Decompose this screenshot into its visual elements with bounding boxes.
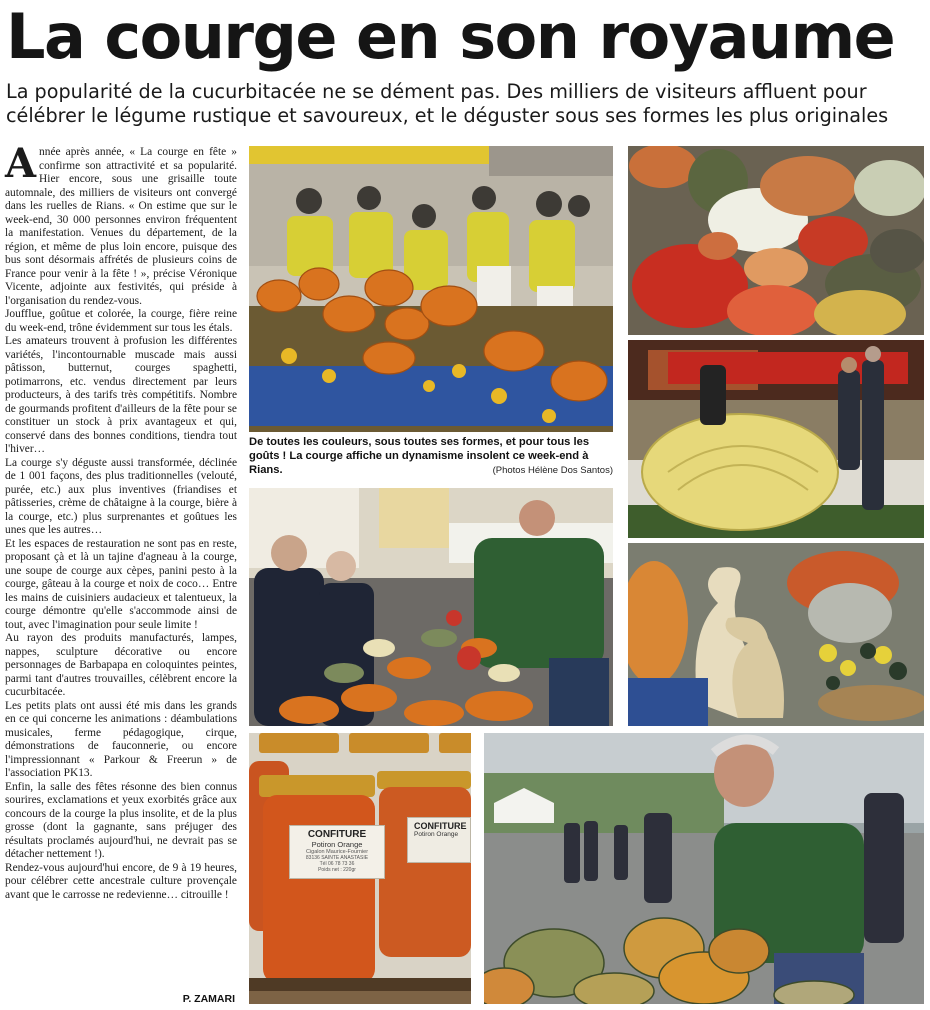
jar-label-producer: Cigalon Maurice-Fournier	[305, 849, 369, 855]
jar-label-back	[407, 817, 471, 863]
paragraph: Les petits plats ont aussi été mis dans les grands en ce qui concerne les animations : déambulations musicales, ferme pédagogique, cirque, démonstrations de fauconnerie, ou encore l'impressionnant « Parkour & Freerun » de l'association PK13.	[5, 699, 237, 779]
deck-subtitle: La popularité de la cucurbitacée ne se dément pas. Des milliers de visiteurs affluent pour célébrer le légume rustique et savoureux, et le déguster sous ses formes les plus originales	[6, 80, 889, 127]
first-paragraph-text: nnée après année, « La courge en fête » confirme son attractivité et sa popularité. Hier encore, sous une grisaille toute automnale, des milliers de visiteurs ont convergé dans les ruelles de Rians. « On estime que sur le week-end, 30 000 personnes environ fréquentent la manifestation. Venues du département, de la région, et même de plus loin encore, puisque des bus sont désormais affrétés de plusieurs coins de France pour venir à la fête ! », précise Véronique Vicente, adjointe aux festivités, qui préside à l'organisation du rendez-vous.	[5, 146, 237, 307]
first-paragraph	[5, 140, 237, 308]
dropcap: A	[5, 140, 37, 187]
jar-label-back-title: CONFITURE	[414, 821, 467, 831]
photo-market-vendor	[249, 488, 613, 726]
jar-label-back-flavor: Potiron Orange	[414, 831, 459, 838]
photo-pumpkin-pile	[628, 146, 924, 335]
jar-label-address: 83136 SAINTE ANASTASIE	[305, 855, 369, 861]
photo-gourds	[628, 543, 924, 726]
photo-jam-jars	[249, 733, 471, 1004]
jar-label-flavor: Potiron Orange	[311, 840, 363, 849]
article-body	[5, 140, 237, 902]
byline: P. ZAMARI	[182, 993, 235, 1005]
photo-squash-buyer	[484, 733, 924, 1004]
jar-label-title: CONFITURE	[307, 829, 367, 840]
photo-giant-pumpkin	[628, 340, 924, 538]
jar-label-front	[289, 825, 385, 879]
photo-caption: De toutes les couleurs, sous toutes ses formes, et pour tous les goûts ! La courge affiche un dynamisme insolent ce week-end à Rians.	[249, 436, 590, 476]
paragraph: Les amateurs trouvent à profusion les différentes variétés, l'incontournable muscade mais aussi pâtisson, butternut, courges spaghetti, potimarrons, etc. vendus directement par leurs producteurs, à des tarifs très compétitifs. Nombre de gourmands profitent d'ailleurs de la fête pour se constituer un stock à prix avantageux et qui, conservé dans des bonnes conditions, tiendra tout l'hiver…	[5, 335, 237, 455]
paragraph: Au rayon des produits manufacturés, lampes, nappes, sculpture décorative ou encore personnages de Barbapapa en coloquintes peintes, parmi tant d'autres trouvailles, célèbrent encore la cucurbitacée.	[5, 632, 237, 698]
photo-credit: (Photos Hélène Dos Santos)	[492, 465, 613, 476]
paragraph: Et les espaces de restauration ne sont pas en reste, proposant çà et là un tajine d'agneau à la courge, une soupe de courge aux cèpes, panini pesto à la courge, gâteau à la courge et noix de coco… Entre les mains de cuisiniers audacieux et talentueux, la courge démontre qu'elle s'accommode ainsi de tout, avec l'imagination pour seule limite !	[5, 537, 237, 631]
paragraph: Rendez-vous aujourd'hui encore, de 9 à 19 heures, pour célébrer cette ancestrale culture provençale avant que le carrosse ne redevienne… citrouille !	[5, 861, 237, 901]
headline: La courge en son royaume	[6, 0, 895, 73]
jar-label-phone: Tél 06 78 73 36	[319, 861, 355, 867]
jar-label-weight: Poids net : 220gr	[318, 867, 356, 873]
paragraph: Enfin, la salle des fêtes résonne des bien connus sourires, exclamations et yeux exorbités grâce aux concours de la courge la plus insolite, et de la plus grosse (dont la gagnante, sans préjuger des résultats proclamés aujourd'hui, ne devrait pas se détacher nettement !).	[5, 780, 237, 860]
photo-volunteers-stall	[249, 146, 613, 432]
paragraph: La courge s'y déguste aussi transformée, déclinée de 1 001 façons, des plus traditionnelles (velouté, purée, etc.) aux plus inventives (friandises et pâtisseries, crème de châtaigne à la courge, bière à la courge, etc.) plus surprenantes et goûtues les unes que les autres…	[5, 456, 237, 536]
paragraph: Joufflue, goûtue et colorée, la courge, fière reine du week-end, trône évidemment sur tous les étals.	[5, 308, 237, 334]
